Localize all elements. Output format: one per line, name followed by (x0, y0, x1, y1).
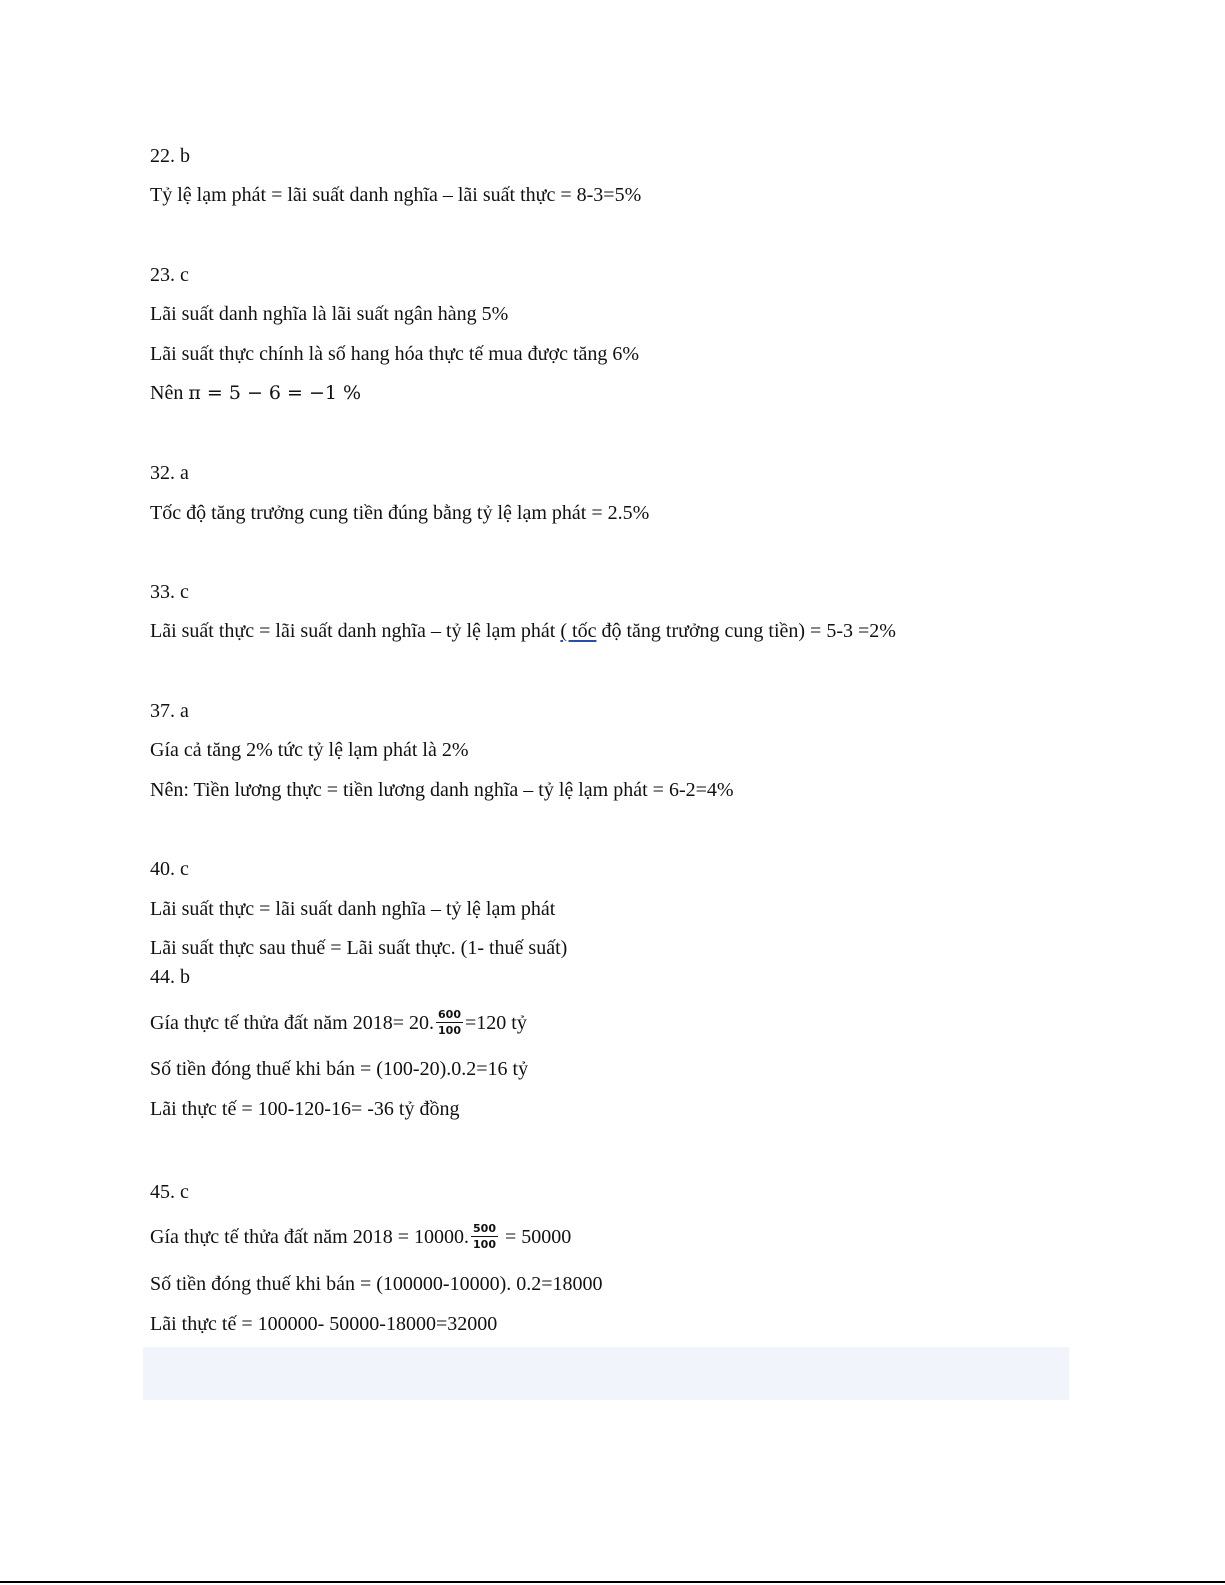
question-32-heading: 32. a (150, 462, 189, 484)
page-bottom-border (0, 1581, 1225, 1583)
question-37-heading: 37. a (150, 700, 189, 722)
question-23-heading: 23. c (150, 264, 189, 286)
fraction-numerator: 500 (473, 1222, 496, 1235)
question-44-heading: 44. b (150, 966, 190, 988)
question-44-line-1 (150, 1010, 527, 1039)
question-44-line-3: Lãi thực tế = 100-120-16= -36 tỷ đồng (150, 1098, 460, 1120)
question-45-line-1-part-b: = 50000 (499, 1226, 572, 1249)
question-45-line-3: Lãi thực tế = 100000- 50000-18000=32000 (150, 1313, 498, 1335)
fraction-500-over-100 (471, 1222, 498, 1251)
question-37-line-1: Gía cả tăng 2% tức tỷ lệ lạm phát là 2% (150, 739, 469, 761)
question-23-line-1: Lãi suất danh nghĩa là lãi suất ngân hàng 5% (150, 303, 509, 325)
inflation-equation: π = 5 − 6 = −1 % (188, 382, 362, 404)
question-22-line-1: Tỷ lệ lạm phát = lãi suất danh nghĩa – lãi suất thực = 8-3=5% (150, 184, 642, 206)
question-33-line-1-part-a: Lãi suất thực = lãi suất danh nghĩa – tỷ lệ lạm phát (150, 620, 561, 642)
question-33-heading: 33. c (150, 581, 189, 603)
question-45-heading: 45. c (150, 1181, 189, 1203)
question-44-line-1-part-b: =120 tỷ (464, 1012, 527, 1035)
question-45-line-1 (150, 1224, 571, 1253)
question-22-heading: 22. b (150, 145, 190, 167)
fraction-denominator: 100 (438, 1024, 461, 1037)
question-40-line-1: Lãi suất thực = lãi suất danh nghĩa – tỷ lệ lạm phát (150, 898, 556, 920)
question-23-line-3-text: Nên (150, 382, 189, 404)
fraction-600-over-100 (436, 1008, 463, 1037)
question-40-heading: 40. c (150, 858, 189, 880)
question-37-line-2: Nên: Tiền lương thực = tiền lương danh nghĩa – tỷ lệ lạm phát = 6-2=4% (150, 779, 734, 801)
question-23-line-2: Lãi suất thực chính là số hang hóa thực tế mua được tăng 6% (150, 343, 640, 365)
fraction-denominator: 100 (473, 1238, 496, 1251)
shaded-empty-block (143, 1347, 1069, 1400)
question-45-line-1-part-a: Gía thực tế thửa đất năm 2018 = 10000. (150, 1226, 470, 1249)
question-23-line-3 (150, 381, 361, 405)
spellcheck-underlined-text: ( tốc (560, 620, 597, 642)
question-32-line-1: Tốc độ tăng trưởng cung tiền đúng bằng tỷ lệ lạm phát = 2.5% (150, 502, 650, 524)
question-44-line-1-part-a: Gía thực tế thửa đất năm 2018= 20. (150, 1012, 435, 1035)
question-33-line-1-part-b: độ tăng trưởng cung tiền) = 5-3 =2% (596, 620, 896, 642)
question-40-line-2: Lãi suất thực sau thuế = Lãi suất thực. (1- thuế suất) (150, 937, 568, 959)
question-45-line-2: Số tiền đóng thuế khi bán = (100000-10000). 0.2=18000 (150, 1273, 603, 1295)
question-44-line-2: Số tiền đóng thuế khi bán = (100-20).0.2=16 tỷ (150, 1058, 529, 1080)
fraction-numerator: 600 (438, 1008, 461, 1021)
question-33-line-1 (150, 619, 896, 643)
